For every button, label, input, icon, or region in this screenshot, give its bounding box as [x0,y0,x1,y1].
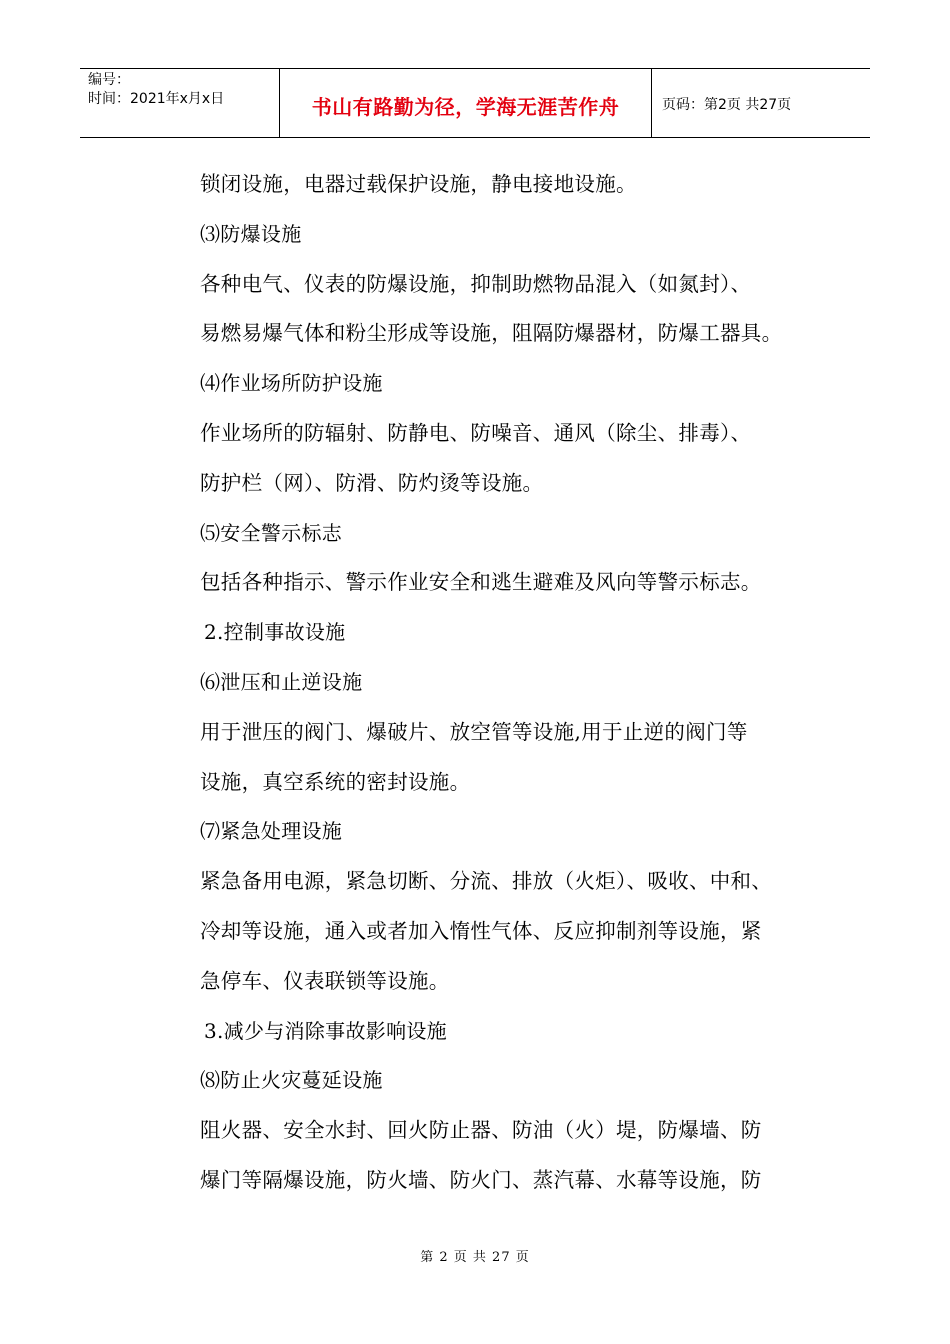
chapter-heading: 3.减少与消除事故影响设施 [204,1018,447,1043]
document-body [200,160,840,1206]
section-heading: ⑶防爆设施 [200,221,302,246]
page-footer: 第 2 页 共 27 页 [420,1250,530,1265]
document-number-label: 编号： [88,72,130,88]
header-page-info: 页码：第2页 共27页 [662,97,792,113]
body-line: 各种电气、仪表的防爆设施，抑制助燃物品混入（如氮封）、 [200,271,752,296]
header-meta [80,69,280,137]
document-date: 时间：2021年x月x日 [88,91,225,107]
body-line: 爆门等隔爆设施，防火墙、防火门、蒸汽幕、水幕等设施，防 [200,1167,762,1192]
body-line: 紧急备用电源，紧急切断、分流、排放（火炬）、吸收、中和、 [200,869,773,894]
page-header [80,68,870,138]
section-heading: ⑸安全警示标志 [200,520,343,545]
body-line: 易燃易爆气体和粉尘形成等设施，阻隔防爆器材，防爆工器具。 [200,321,783,346]
section-heading: ⑷作业场所防护设施 [200,371,383,396]
section-heading: ⑹泄压和止逆设施 [200,669,363,694]
body-line: 用于泄压的阀门、爆破片、放空管等设施,用于止逆的阀门等 [200,719,748,744]
body-line: 急停车、仪表联锁等设施。 [200,968,450,993]
chapter-heading: 2.控制事故设施 [204,620,346,645]
body-line: 作业场所的防辐射、防静电、防噪音、通风（除尘、排毒）、 [200,420,752,445]
body-line: 锁闭设施，电器过载保护设施，静电接地设施。 [200,172,637,196]
body-line: 包括各种指示、警示作业安全和逃生避难及风向等警示标志。 [200,570,762,595]
body-line: 设施，真空系统的密封设施。 [200,769,471,794]
body-line: 冷却等设施，通入或者加入惰性气体、反应抑制剂等设施，紧 [200,918,762,943]
section-heading: ⑺紧急处理设施 [200,819,343,844]
header-motto: 书山有路勤为径，学海无涯苦作舟 [280,69,652,137]
section-heading: ⑻防止火灾蔓延设施 [200,1068,383,1093]
body-line: 阻火器、安全水封、回火防止器、防油（火）堤，防爆墙、防 [200,1118,762,1143]
body-line: 防护栏（网）、防滑、防灼烫等设施。 [200,470,544,495]
